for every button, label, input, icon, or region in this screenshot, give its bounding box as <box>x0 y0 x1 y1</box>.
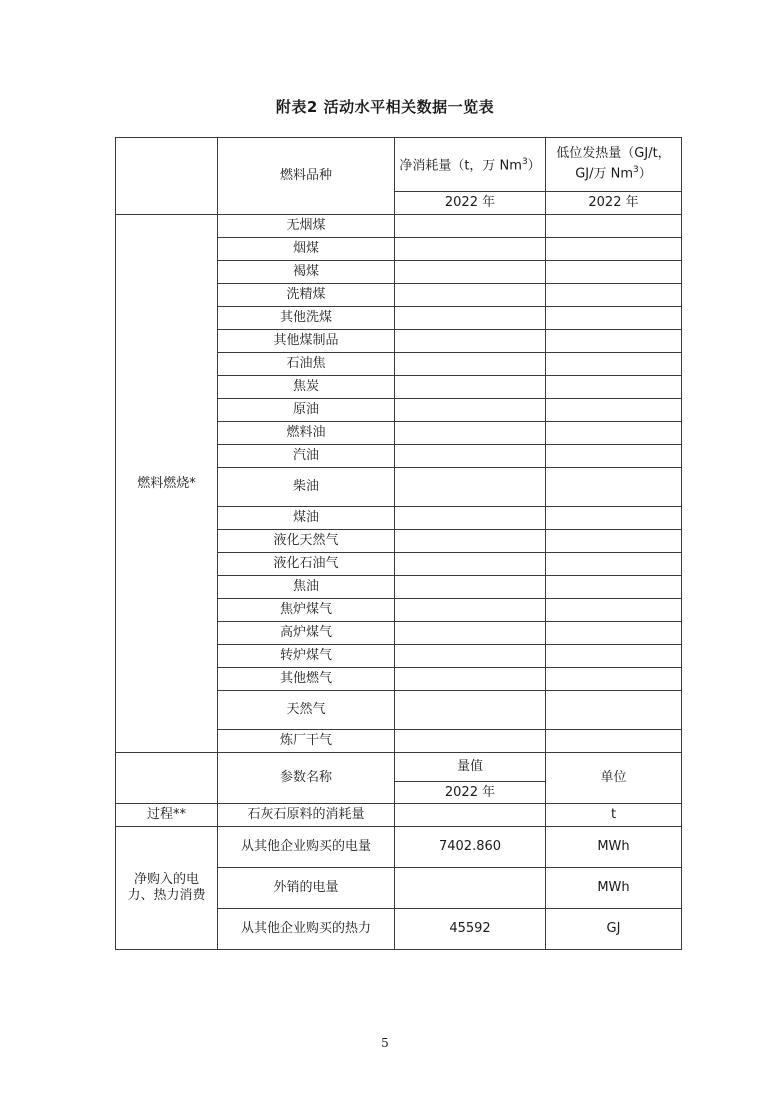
purchase-value <box>395 868 546 909</box>
fuel-type-header: 燃料品种 <box>218 138 395 215</box>
process-row <box>116 804 682 827</box>
fuel-name: 汽油 <box>218 445 395 468</box>
fuel-ncv <box>546 422 682 445</box>
purchase-label: 净购入的电 力、热力消费 <box>116 827 218 950</box>
header-blank-cell <box>116 138 218 215</box>
fuel-name: 转炉煤气 <box>218 645 395 668</box>
purchase-name: 从其他企业购买的电量 <box>218 827 395 868</box>
fuel-name: 焦炭 <box>218 376 395 399</box>
fuel-ncv <box>546 530 682 553</box>
fuel-consumption <box>395 553 546 576</box>
purchase-value: 7402.860 <box>395 827 546 868</box>
param-unit-header: 单位 <box>546 753 682 804</box>
fuel-consumption <box>395 622 546 645</box>
fuel-name: 柴油 <box>218 468 395 507</box>
fuel-ncv <box>546 445 682 468</box>
fuel-name: 焦炉煤气 <box>218 599 395 622</box>
fuel-consumption <box>395 284 546 307</box>
fuel-ncv <box>546 730 682 753</box>
fuel-ncv <box>546 261 682 284</box>
fuel-ncv <box>546 507 682 530</box>
fuel-consumption <box>395 668 546 691</box>
process-name: 石灰石原料的消耗量 <box>218 804 395 827</box>
fuel-consumption <box>395 422 546 445</box>
consumption-header: 净消耗量（t，万 Nm$^3$） <box>395 138 546 192</box>
fuel-consumption <box>395 691 546 730</box>
consumption-year: 2022 年 <box>395 192 546 215</box>
fuel-name: 炼厂干气 <box>218 730 395 753</box>
fuel-name: 焦油 <box>218 576 395 599</box>
purchase-unit: MWh <box>546 827 682 868</box>
ncv-header: 低位发热量（GJ/t， GJ/万 Nm$^3$） <box>546 138 682 192</box>
purchase-unit: MWh <box>546 868 682 909</box>
fuel-consumption <box>395 645 546 668</box>
fuel-consumption <box>395 353 546 376</box>
table-title: 附表2 活动水平相关数据一览表 <box>275 98 495 116</box>
fuel-consumption <box>395 599 546 622</box>
fuel-name: 高炉煤气 <box>218 622 395 645</box>
process-value <box>395 804 546 827</box>
fuel-name: 其他煤制品 <box>218 330 395 353</box>
fuel-ncv <box>546 645 682 668</box>
param-year: 2022 年 <box>395 782 546 804</box>
fuel-name: 燃料油 <box>218 422 395 445</box>
purchase-row <box>116 827 682 868</box>
fuel-name: 烟煤 <box>218 238 395 261</box>
fuel-consumption <box>395 399 546 422</box>
fuel-ncv <box>546 284 682 307</box>
fuel-consumption <box>395 507 546 530</box>
fuel-ncv <box>546 576 682 599</box>
param-value-header: 量值 <box>395 753 546 782</box>
page-number: 5 <box>381 1036 389 1050</box>
fuel-ncv <box>546 468 682 507</box>
fuel-ncv <box>546 691 682 730</box>
fuel-name: 煤油 <box>218 507 395 530</box>
fuel-name: 石油焦 <box>218 353 395 376</box>
fuel-consumption <box>395 730 546 753</box>
header-row <box>116 138 682 192</box>
fuel-consumption <box>395 576 546 599</box>
param-blank-cell <box>116 753 218 804</box>
fuel-ncv <box>546 599 682 622</box>
fuel-name: 洗精煤 <box>218 284 395 307</box>
param-header-row <box>116 753 682 782</box>
fuel-ncv <box>546 622 682 645</box>
fuel-ncv <box>546 553 682 576</box>
fuel-name: 液化天然气 <box>218 530 395 553</box>
fuel-name: 其他燃气 <box>218 668 395 691</box>
fuel-ncv <box>546 307 682 330</box>
fuel-ncv <box>546 668 682 691</box>
purchase-value: 45592 <box>395 909 546 950</box>
fuel-name: 其他洗煤 <box>218 307 395 330</box>
activity-data-table <box>115 137 682 950</box>
fuel-ncv <box>546 330 682 353</box>
fuel-consumption <box>395 376 546 399</box>
fuel-consumption <box>395 261 546 284</box>
ncv-year: 2022 年 <box>546 192 682 215</box>
param-name-header: 参数名称 <box>218 753 395 804</box>
purchase-unit: GJ <box>546 909 682 950</box>
fuel-combustion-label: 燃料燃烧* <box>116 215 218 753</box>
fuel-ncv <box>546 238 682 261</box>
fuel-name: 原油 <box>218 399 395 422</box>
fuel-ncv <box>546 215 682 238</box>
table-row <box>116 215 682 238</box>
fuel-ncv <box>546 376 682 399</box>
fuel-name: 液化石油气 <box>218 553 395 576</box>
process-unit: t <box>546 804 682 827</box>
fuel-name: 天然气 <box>218 691 395 730</box>
fuel-consumption <box>395 215 546 238</box>
process-label: 过程** <box>116 804 218 827</box>
fuel-name: 褐煤 <box>218 261 395 284</box>
purchase-name: 从其他企业购买的热力 <box>218 909 395 950</box>
fuel-consumption <box>395 468 546 507</box>
fuel-consumption <box>395 530 546 553</box>
fuel-ncv <box>546 399 682 422</box>
fuel-consumption <box>395 238 546 261</box>
fuel-consumption <box>395 445 546 468</box>
fuel-ncv <box>546 353 682 376</box>
fuel-consumption <box>395 307 546 330</box>
fuel-name: 无烟煤 <box>218 215 395 238</box>
fuel-consumption <box>395 330 546 353</box>
purchase-name: 外销的电量 <box>218 868 395 909</box>
